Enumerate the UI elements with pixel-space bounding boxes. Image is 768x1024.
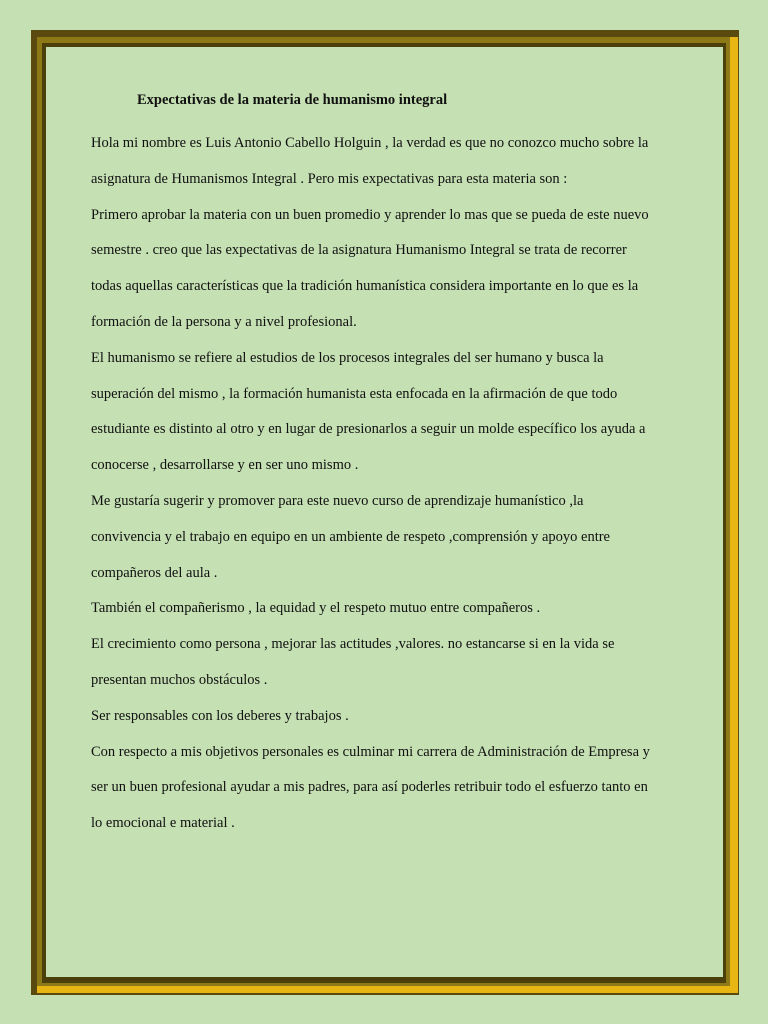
body-line: conocerse , desarrollarse y en ser uno mismo . xyxy=(91,457,359,474)
body-line: superación del mismo , la formación humanista esta enfocada en la afirmación de que todo xyxy=(91,385,618,402)
body-line: El crecimiento como persona , mejorar las actitudes ,valores. no estancarse si en la vida se xyxy=(91,636,615,653)
document-title: Expectativas de la materia de humanismo integral xyxy=(137,92,448,108)
body-line: formación de la persona y a nivel profesional. xyxy=(91,313,357,330)
body-line: estudiante es distinto al otro y en lugar de presionarlos a seguir un molde específico los ayuda a xyxy=(91,421,646,438)
body-line: semestre . creo que las expectativas de la asignatura Humanismo Integral se trata de recorrer xyxy=(91,242,627,259)
body-line: Ser responsables con los deberes y trabajos . xyxy=(91,707,349,724)
body-line: Primero aprobar la materia con un buen promedio y aprender lo mas que se pueda de este nuevo xyxy=(91,206,649,223)
body-line: asignatura de Humanismos Integral . Pero mis expectativas para esta materia son : xyxy=(91,170,568,187)
body-line: presentan muchos obstáculos . xyxy=(91,671,268,688)
body-line: Hola mi nombre es Luis Antonio Cabello Holguin , la verdad es que no conozco mucho sobre la xyxy=(91,135,649,151)
body-line: compañeros del aula . xyxy=(91,564,218,581)
body-line: Me gustaría sugerir y promover para este nuevo curso de aprendizaje humanístico ,la xyxy=(91,492,584,509)
body-line: El humanismo se refiere al estudios de los procesos integrales del ser humano y busca la xyxy=(91,349,604,366)
document-body xyxy=(91,126,681,842)
body-line: convivencia y el trabajo en equipo en un ambiente de respeto ,comprensión y apoyo entre xyxy=(91,528,610,545)
body-line: También el compañerismo , la equidad y el respeto mutuo entre compañeros . xyxy=(91,600,541,617)
body-line: lo emocional e material . xyxy=(91,815,235,832)
body-line: Con respecto a mis objetivos personales es culminar mi carrera de Administración de Empresa y xyxy=(91,743,650,760)
body-line: todas aquellas características que la tradición humanística considera importante en lo que es la xyxy=(91,278,639,295)
body-line: ser un buen profesional ayudar a mis padres, para así poderles retribuir todo el esfuerzo tanto en xyxy=(91,779,648,796)
